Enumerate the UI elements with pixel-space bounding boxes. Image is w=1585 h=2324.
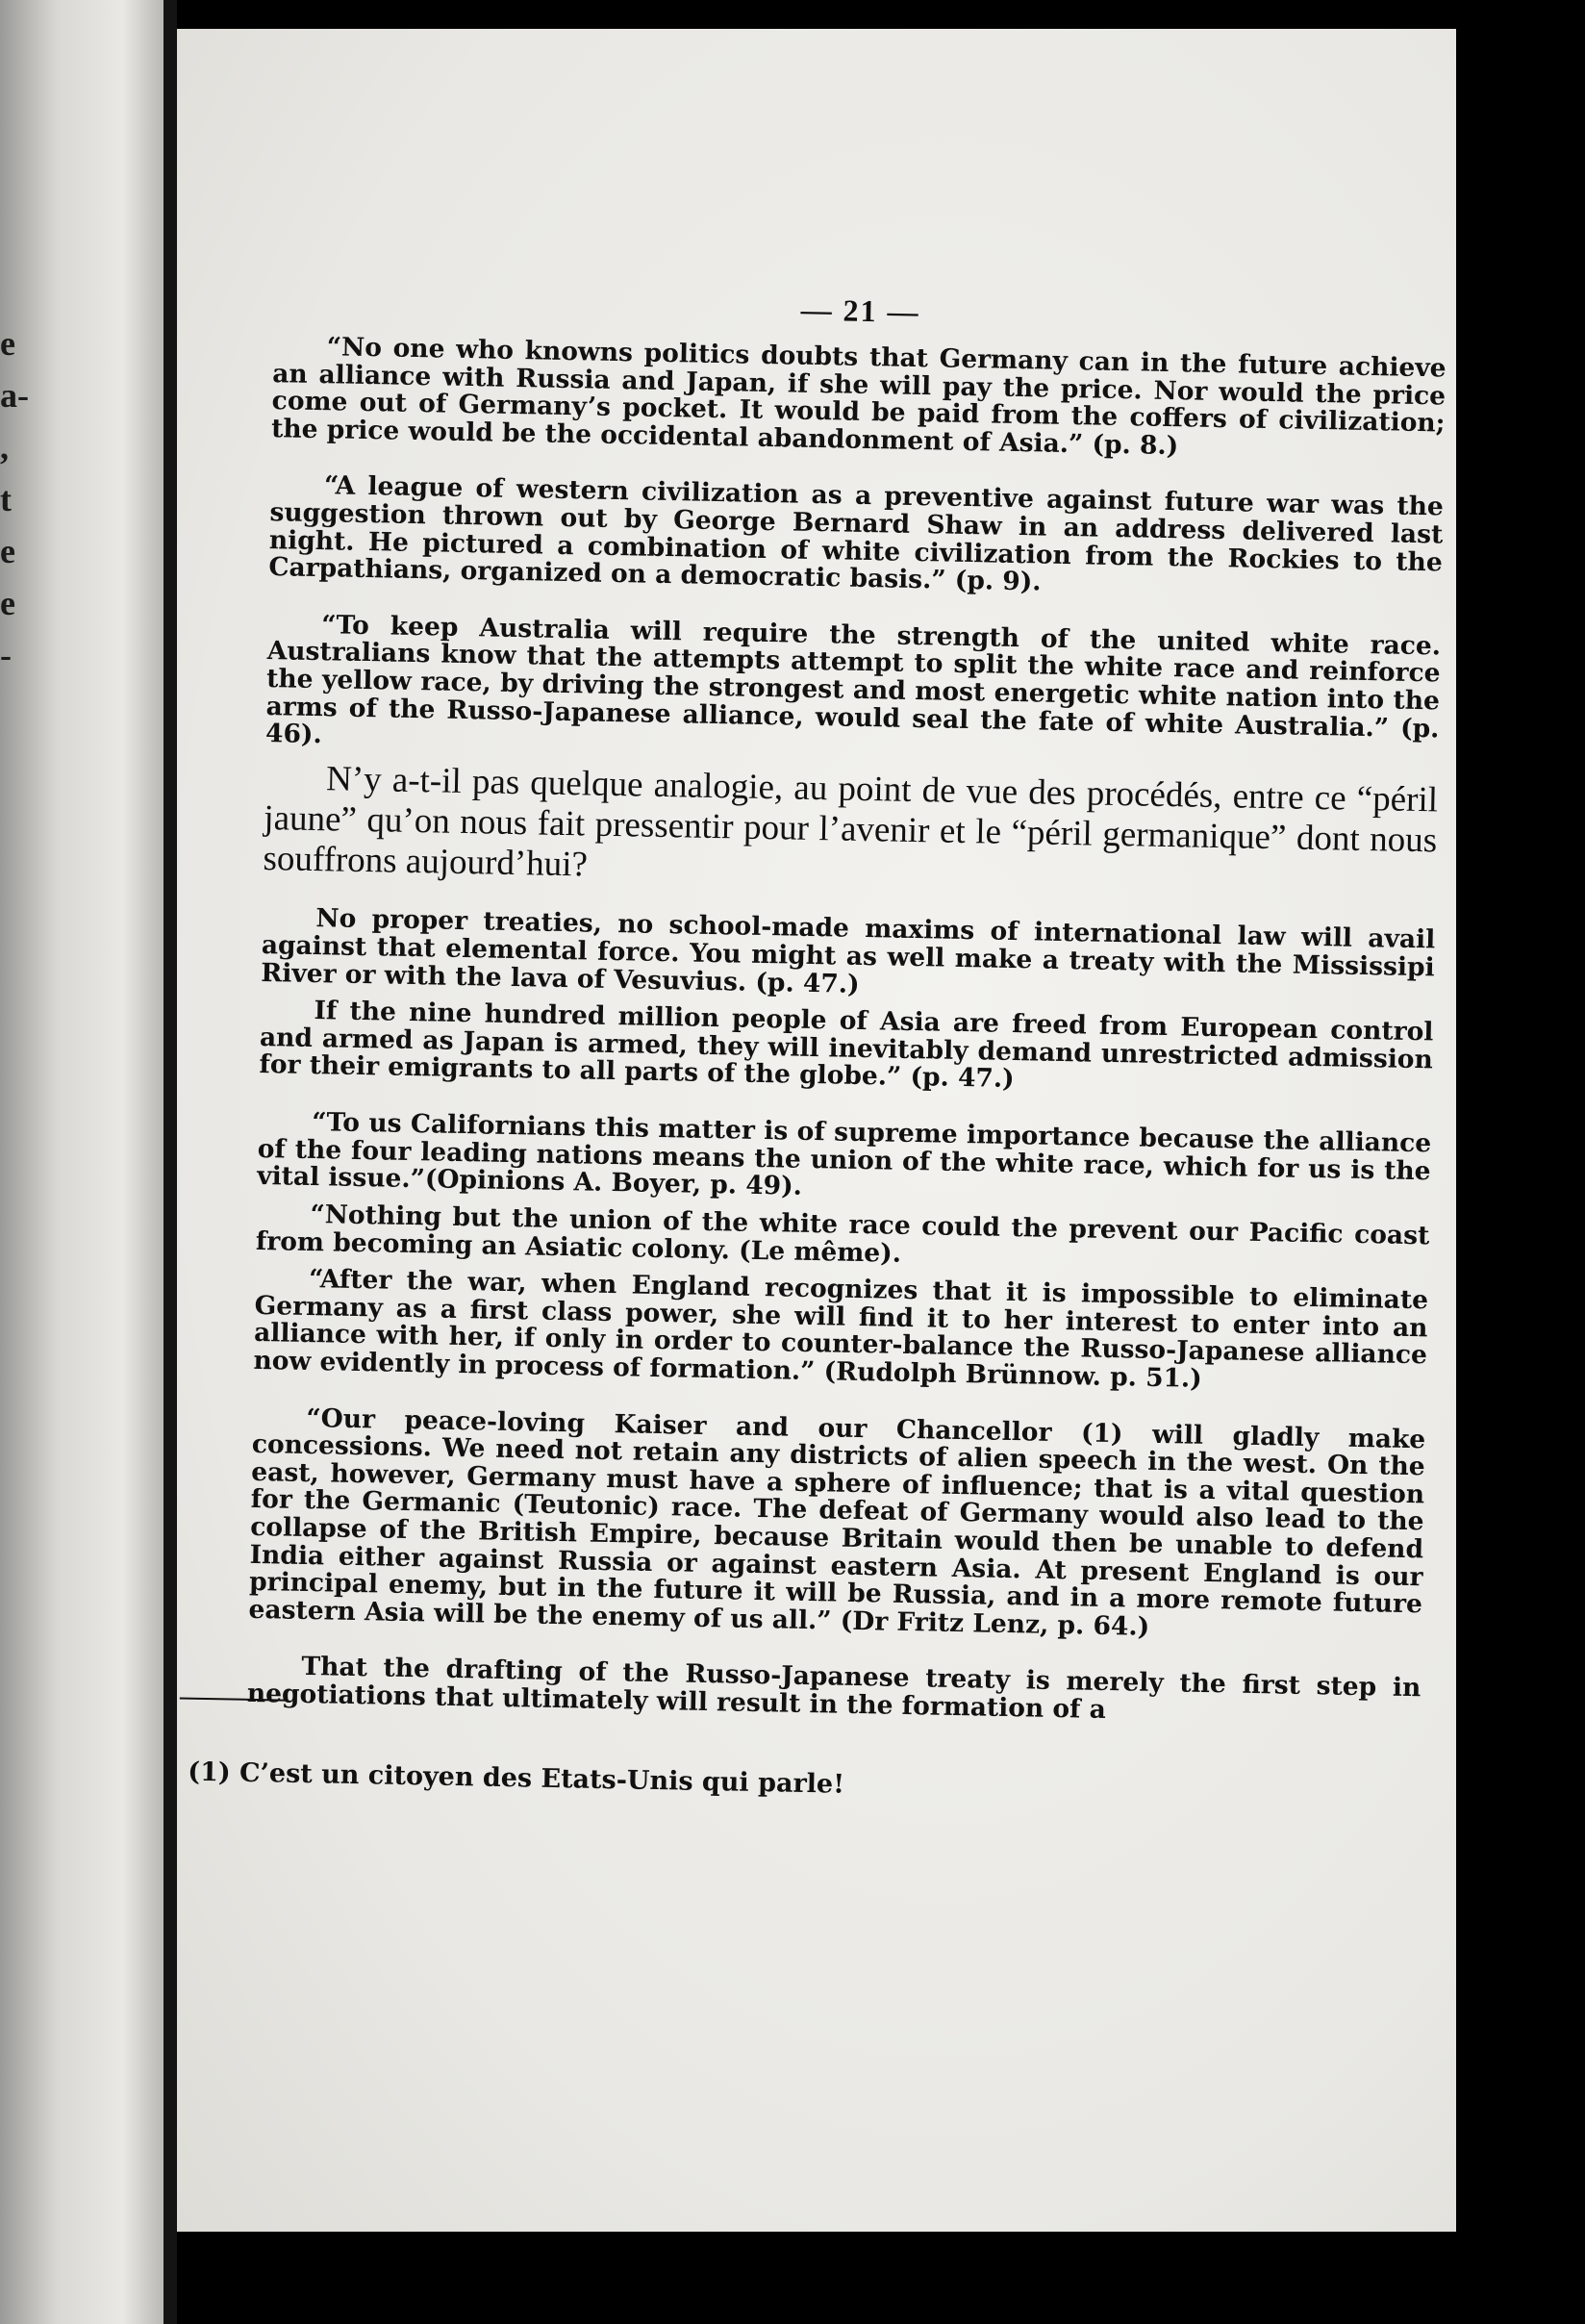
margin-char: - <box>0 636 12 674</box>
quote-paragraph: “To keep Australia will require the strength of the united white race. Australians know that the attempts attempt to split the white race and reinforce the yellow race, by driving the strongest and most energetic white nation into the arms of the Russo-Japanese alliance, would seal the fate of white Australia.” (p. 46). <box>264 610 1442 750</box>
left-page-edge <box>0 0 164 2324</box>
quote-paragraph: No proper treaties, no school-made maxims of international law will avail against that elemental force. You might as well make a treaty with the Mississipi River or with the lava of Vesuvius. (p. 47.) <box>261 903 1436 999</box>
quote-paragraph: “Our peace-loving Kaiser and our Chancellor (1) will gladly make concessions. We need not retain any districts of alien speech in the west. On the east, however, Germany must have a sphere of influence; that is a vital question for the Germanic (Teutonic) race. The defeat of Germany would also lead to the collapse of the British Empire, because Britain would then be unable to defend India either against Russia or against eastern Asia. At present England is our principal enemy, but in the future it will be Russia, and in a more remote future eastern Asia will be the enemy of us all.” (Dr Fritz Lenz, p. 64.) <box>248 1402 1426 1642</box>
margin-char: , <box>0 428 9 467</box>
left-page-margin-text <box>0 317 29 681</box>
margin-char: e <box>0 532 15 570</box>
margin-char: e <box>0 324 15 363</box>
quote-paragraph: “No one who knowns politics doubts that Germany can in the future achieve an alliance with Russia and Japan, if she will pay the price. Nor would the price come out of Germany’s pocket. It would be paid from the coffers of civilization; the price would be the occidental abandonment of Asia.” (p. 8.) <box>270 332 1447 462</box>
page-number: — 21 — <box>800 291 920 330</box>
footnote: (1) C’est un citoyen des Etats-Unis qui parle! <box>188 1756 845 1800</box>
quote-paragraph: “After the war, when England recognizes that it is impossible to eliminate Germany as a first class power, she will find it to her interest to enter into an alliance with her, if only in order to counter-balance the Russo-Japanese alliance now evidently in process of formation.” (Rudolph Brünnow. p. 51.) <box>253 1264 1429 1394</box>
book-gutter <box>164 0 177 2324</box>
quote-paragraph: “To us Californians this matter is of supreme importance because the alliance of the four leading nations means the union of the white race, which for us is the vital issue.”(Opinions A. Boyer, p. 49). <box>256 1107 1432 1202</box>
quote-paragraph: That the drafting of the Russo-Japanese treaty is merely the first step in negotiations that ultimately will result in the formation of a <box>246 1652 1421 1726</box>
margin-char: t <box>0 480 12 518</box>
body-paragraph: N’y a-t-il pas quelque analogie, au point de vue des procédés, entre ce “péril jaune” qu’on nous fait pressentir pour l’avenir et le “péril germanique” dont nous souffrons aujourd’hui? <box>263 759 1439 885</box>
quote-paragraph: If the nine hundred million people of Asia are freed from European control and armed as Japan is armed, they will inevitably demand unrestricted admission for their emigrants to all parts of the globe.” (p. 47.) <box>259 996 1434 1095</box>
quote-paragraph: “A league of western civilization as a preventive against future war was the suggestion thrown out by George Bernard Shaw in an address delivered last night. He pictured a combination of white civilization from the Rockies to the Carpathians, organized on a democratic basis.” (p. 9). <box>268 470 1445 597</box>
margin-char: a- <box>0 376 29 415</box>
page-text <box>188 282 1447 1810</box>
margin-char: e <box>0 584 15 622</box>
quote-paragraph: “Nothing but the union of the white race could the prevent our Pacific coast from becoming an Asiatic colony. (Le même). <box>255 1199 1430 1269</box>
